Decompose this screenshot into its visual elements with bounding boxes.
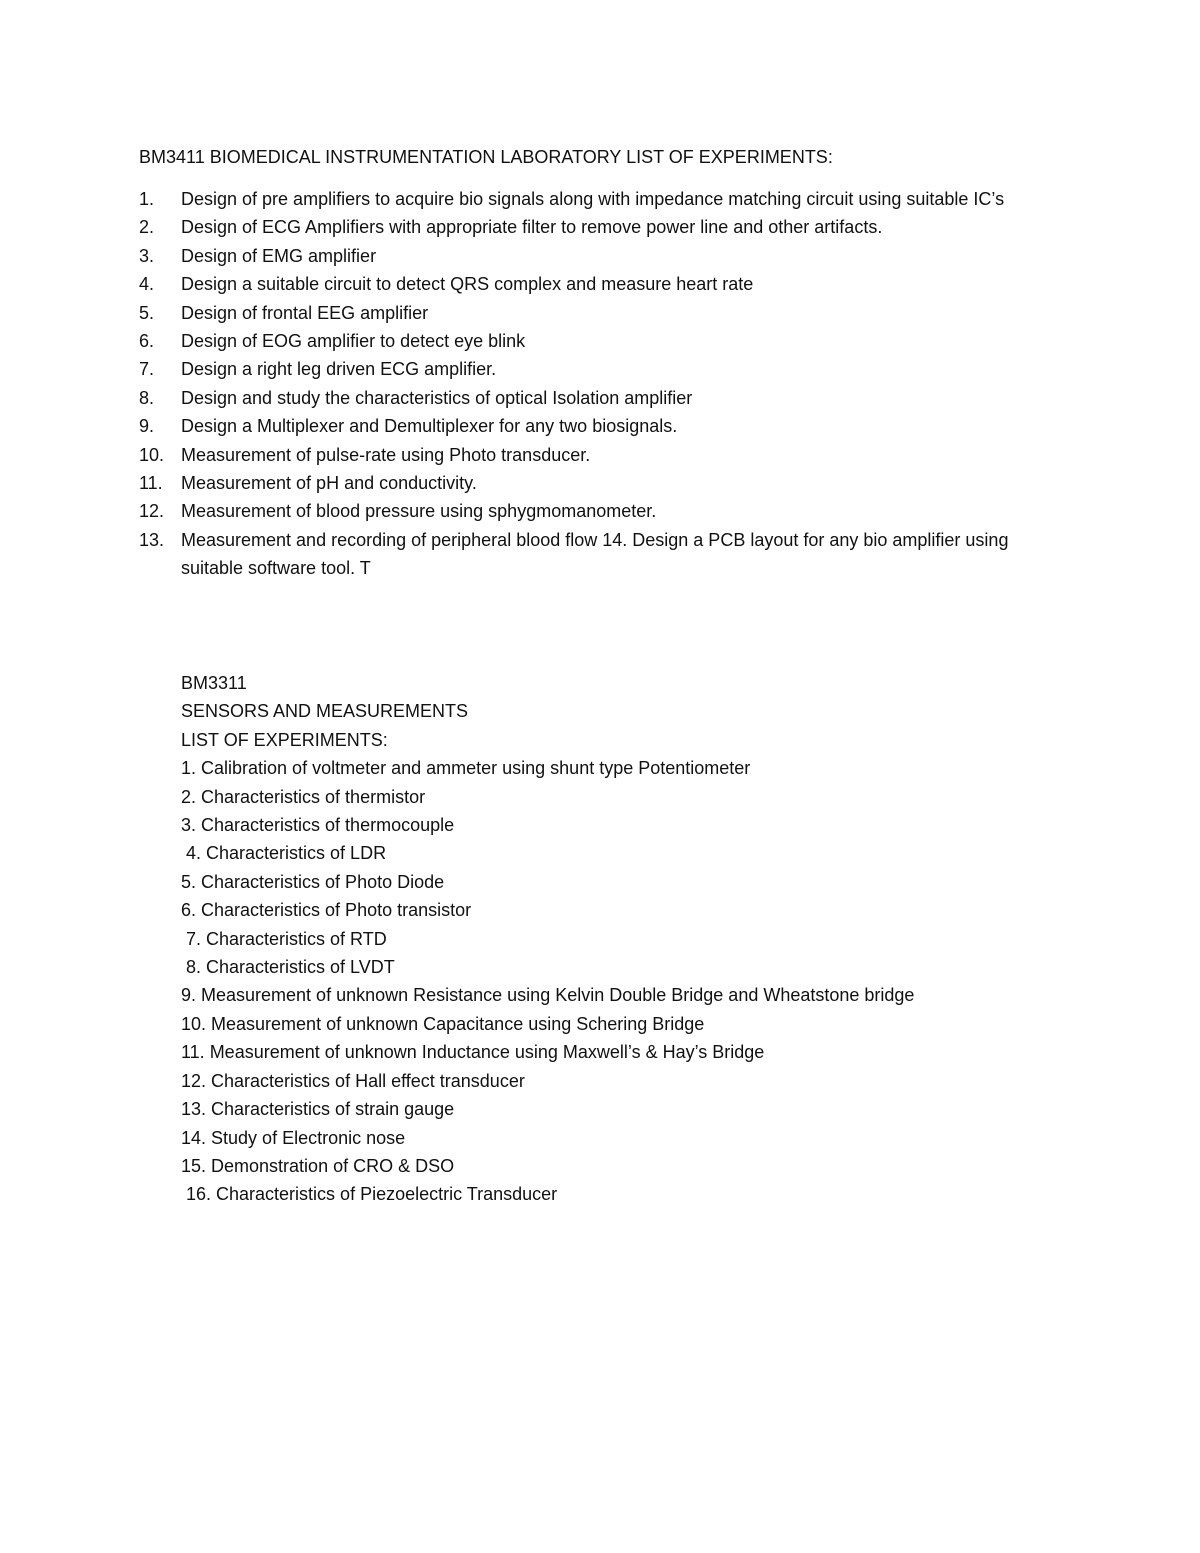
list-item-number: 5. xyxy=(139,302,155,323)
list-item-number: 2. xyxy=(139,217,155,238)
list-item-text: Design of ECG Amplifiers with appropriate filter to remove power line and other artifacts. xyxy=(181,217,883,238)
list-item-number: 13. xyxy=(139,529,165,550)
list-item-text: Design and study the characteristics of optical Isolation amplifier xyxy=(181,387,693,408)
list-item xyxy=(139,299,1061,327)
list-item xyxy=(139,384,1061,412)
list-item-text: Design a right leg driven ECG amplifier. xyxy=(181,359,497,380)
list-item-text: Design of EMG amplifier xyxy=(181,245,377,266)
list-item: 16. Characteristics of Piezoelectric Transducer xyxy=(181,1184,558,1205)
list-item-number: 12. xyxy=(139,501,165,522)
list-item xyxy=(139,469,1061,497)
list-item: 14. Study of Electronic nose xyxy=(181,1127,406,1148)
list-item-number: 9. xyxy=(139,416,155,437)
list-item-text: Design of frontal EEG amplifier xyxy=(181,302,429,323)
list-item xyxy=(139,270,1061,298)
list-item: 15. Demonstration of CRO & DSO xyxy=(181,1155,455,1176)
list-item-text: Design a Multiplexer and Demultiplexer for any two biosignals. xyxy=(181,416,678,437)
list-item-number: 11. xyxy=(139,473,163,494)
list-item: 3. Characteristics of thermocouple xyxy=(181,815,455,836)
experiment-list-bm3411 xyxy=(139,185,1061,583)
list-item: 6. Characteristics of Photo transistor xyxy=(181,900,472,921)
list-item-number: 10. xyxy=(139,444,165,465)
list-item xyxy=(139,441,1061,469)
list-item-text: Measurement and recording of peripheral blood flow 14. Design a PCB layout for any bio amplifier using suitable software tool. T xyxy=(181,529,1009,579)
list-item: 1. Calibration of voltmeter and ammeter using shunt type Potentiometer xyxy=(181,758,751,779)
document-heading: BM3411 BIOMEDICAL INSTRUMENTATION LABORATORY LIST OF EXPERIMENTS: xyxy=(139,147,833,167)
list-item xyxy=(139,213,1061,241)
list-item: 7. Characteristics of RTD xyxy=(181,928,387,949)
list-item-number: 1. xyxy=(139,189,155,209)
course-code: BM3311 xyxy=(181,673,247,693)
list-item-number: 4. xyxy=(139,274,155,295)
list-item: 9. Measurement of unknown Resistance using Kelvin Double Bridge and Wheatstone bridge xyxy=(181,985,915,1006)
list-item xyxy=(139,327,1061,355)
list-item-number: 7. xyxy=(139,359,155,380)
list-item: 2. Characteristics of thermistor xyxy=(181,786,426,807)
list-item: 13. Characteristics of strain gauge xyxy=(181,1099,455,1120)
list-title: LIST OF EXPERIMENTS: xyxy=(181,729,388,750)
course-title: SENSORS AND MEASUREMENTS xyxy=(181,701,469,722)
list-item: 11. Measurement of unknown Inductance using Maxwell’s & Hay’s Bridge xyxy=(181,1042,765,1063)
list-item-text: Measurement of pulse-rate using Photo transducer. xyxy=(181,444,591,465)
list-item xyxy=(139,185,1061,213)
list-item-number: 6. xyxy=(139,331,155,352)
list-item: 12. Characteristics of Hall effect transducer xyxy=(181,1070,525,1091)
section-bm3311 xyxy=(181,669,914,1209)
list-item xyxy=(139,355,1061,383)
list-item-text: Design of EOG amplifier to detect eye blink xyxy=(181,331,526,352)
list-item-text: Measurement of pH and conductivity. xyxy=(181,473,477,494)
list-item xyxy=(139,497,1061,525)
list-item-number: 8. xyxy=(139,387,155,408)
list-item xyxy=(139,242,1061,270)
list-item: 8. Characteristics of LVDT xyxy=(181,957,395,978)
list-item: 10. Measurement of unknown Capacitance using Schering Bridge xyxy=(181,1013,705,1034)
list-item-text: Measurement of blood pressure using sphygmomanometer. xyxy=(181,501,657,522)
list-item-text: Design a suitable circuit to detect QRS complex and measure heart rate xyxy=(181,274,754,295)
list-item: 5. Characteristics of Photo Diode xyxy=(181,871,445,892)
list-item xyxy=(139,526,1061,583)
list-item-number: 3. xyxy=(139,245,155,266)
list-item: 4. Characteristics of LDR xyxy=(181,843,387,864)
list-item-text: Design of pre amplifiers to acquire bio signals along with impedance matching circuit using suitable IC’s xyxy=(181,189,1005,209)
list-item xyxy=(139,412,1061,440)
